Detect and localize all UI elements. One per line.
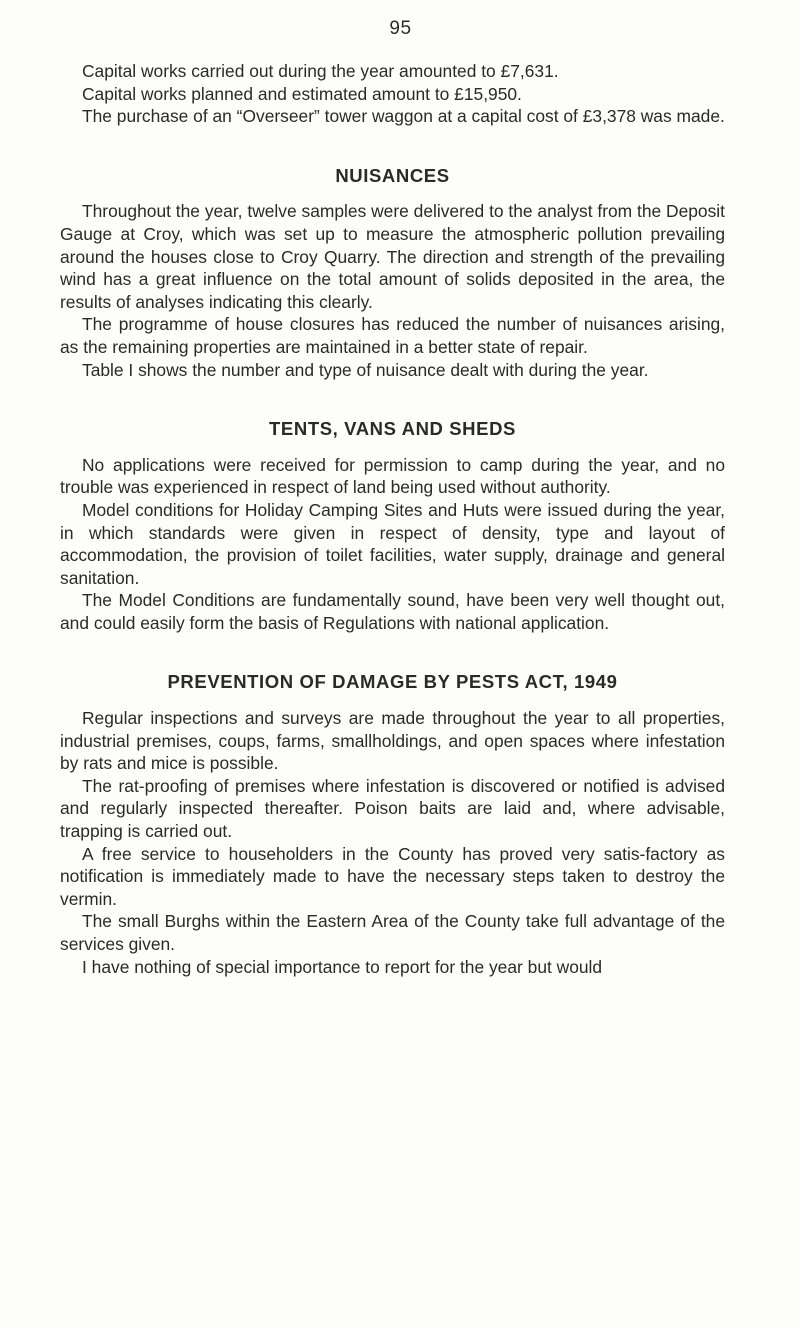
section-heading: TENTS, VANS AND SHEDS [269,418,516,440]
page-body [60,60,725,978]
spacer [60,128,725,165]
section-paragraph: A free service to householders in the County has proved very satis-factory as notification is immediately made to have the necessary steps taken to destroy the vermin. [60,843,725,909]
spacer [60,694,725,707]
intro-paragraph: Capital works carried out during the year amounted to £7,631. [82,61,559,81]
section-prevention-of-damage-by-pests [60,671,725,978]
section-paragraph: Throughout the year, twelve samples were delivered to the analyst from the Deposit Gauge at Croy, which was set up to measure the atmospheric pollution prevailing around the houses close to Croy Quarry. The direction and strength of the prevailing wind has a great influence on the total amount of solids deposited in the area, the results of analyses indicating this clearly. [60,201,725,312]
section-paragraph: The Model Conditions are fundamentally sound, have been very well thought out, and could easily form the basis of Regulations with national application. [60,590,725,633]
section-paragraph: The small Burghs within the Eastern Area of the County take full advantage of the services given. [60,911,725,954]
spacer [60,187,725,200]
section-paragraph: Model conditions for Holiday Camping Sites and Huts were issued during the year, in which standards were given in respect of density, type and layout of accommodation, the provision of toilet facilities, water supply, drainage and general sanitation. [60,499,725,588]
spacer [60,381,725,418]
intro-paragraph: Capital works planned and estimated amount to £15,950. [82,83,522,104]
section-heading: PREVENTION OF DAMAGE BY PESTS ACT, 1949 [167,671,618,693]
intro-paragraph: The purchase of an “Overseer” tower waggon at a capital cost of £3,378 was made. [82,106,725,127]
section-paragraph: Regular inspections and surveys are made throughout the year to all properties, industrial premises, coups, farms, smallholdings, and open spaces where infestation by rats and mice is possible. [60,708,725,774]
section-paragraph: The rat-proofing of premises where infestation is discovered or notified is advised and regularly inspected thereafter. Poison baits are laid and, where advisable, trapping is carried out. [60,775,725,842]
spacer [60,441,725,454]
section-paragraph: No applications were received for permission to camp during the year, and no trouble was experienced in respect of land being used without authority. [60,454,725,498]
section-paragraph: I have nothing of special importance to report for the year but would [82,956,603,977]
section-nuisances [60,165,725,381]
page-number: 95 [389,18,412,39]
intro-section [60,60,725,128]
section-paragraph: The programme of house closures has reduced the number of nuisances arising, as the remaining properties are maintained in a better state of repair. [60,314,725,357]
section-paragraph: Table I shows the number and type of nuisance dealt with during the year. [82,359,649,380]
spacer [60,634,725,671]
section-tents-vans-sheds [60,418,725,634]
section-heading: NUISANCES [335,164,450,186]
